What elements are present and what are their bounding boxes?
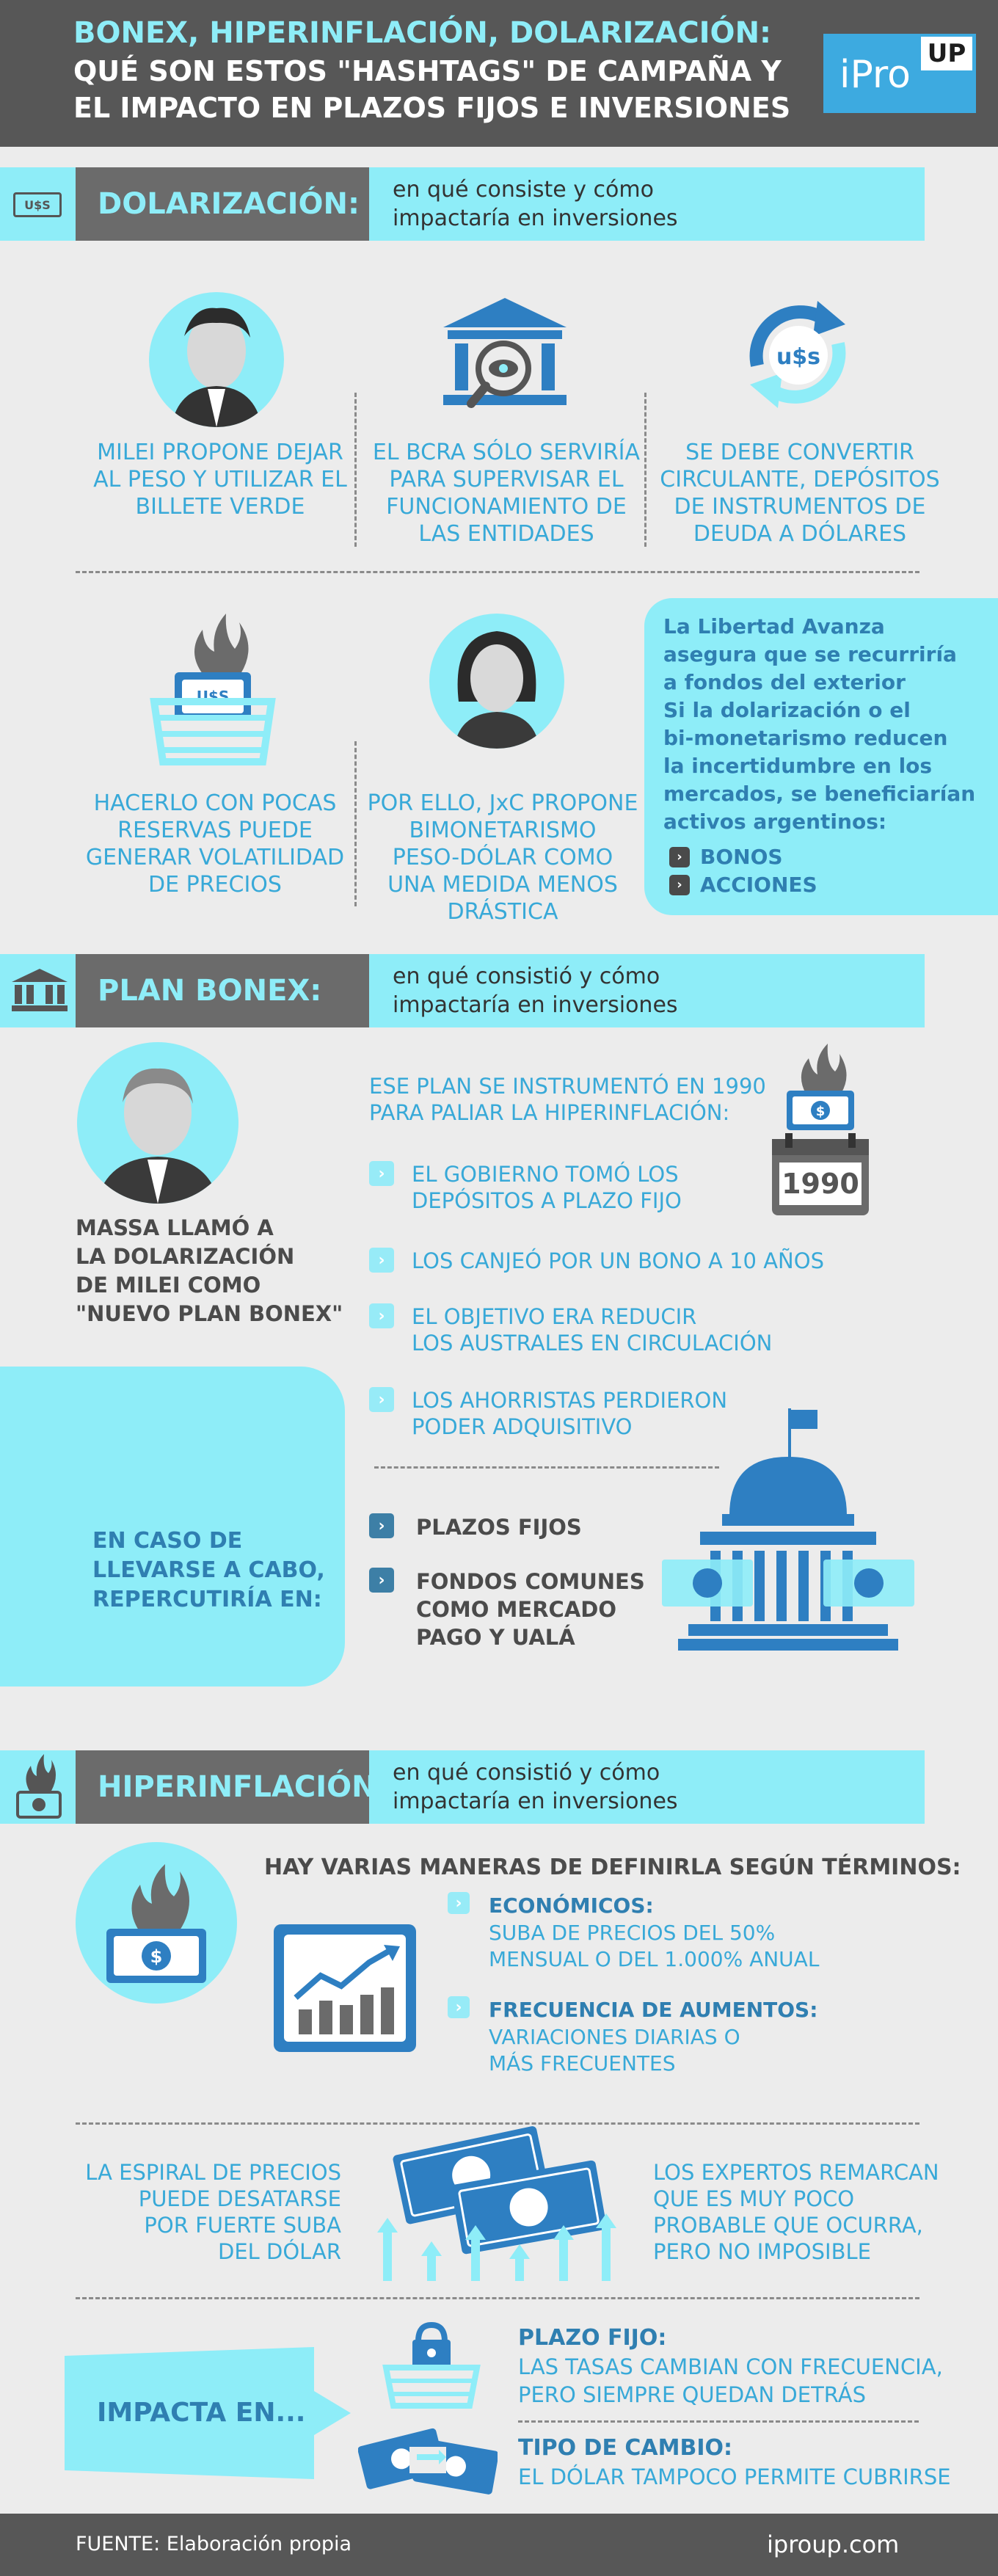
box-line: a fondos del exterior xyxy=(663,670,906,694)
tipo-cambio-block xyxy=(518,2434,951,2491)
section-bonex-sub1: en qué consistió y cómo xyxy=(393,964,660,989)
s1-col5-text xyxy=(360,790,646,925)
s1-col2-line: FUNCIONAMIENTO DE xyxy=(386,494,627,520)
chevron-right-icon: › xyxy=(369,1248,394,1273)
rising-dollar-icon xyxy=(373,2115,622,2281)
divider xyxy=(518,2420,919,2423)
impact-fondos xyxy=(369,1568,645,1651)
def-title: FRECUENCIA DE AUMENTOS: xyxy=(489,1998,818,2022)
chevron-right-icon: › xyxy=(369,1161,394,1186)
expertos-line: PERO NO IMPOSIBLE xyxy=(653,2239,871,2264)
section-dolarizacion-sub1: en qué consiste y cómo xyxy=(393,177,654,203)
burning-money-icon xyxy=(76,1842,237,2004)
divider xyxy=(76,2297,919,2299)
divider xyxy=(354,741,357,906)
def-economicos-text xyxy=(489,1892,819,1973)
header-line2: QUÉ SON ESTOS "HASHTAGS" DE CAMPAÑA Y xyxy=(73,55,782,87)
box-line: bi-monetarismo reducen xyxy=(663,726,948,750)
expertos-line: PROBABLE QUE OCURRA, xyxy=(653,2213,923,2238)
s1-col1-text xyxy=(81,439,360,520)
espiral-line: DEL DÓLAR xyxy=(218,2239,341,2264)
caso-line: EN CASO DE xyxy=(92,1528,243,1554)
section-dolarizacion-title: DOLARIZACIÓN: xyxy=(98,187,360,221)
s1-col1-line: MILEI PROPONE DEJAR xyxy=(97,440,343,465)
s1-col2-line: LAS ENTIDADES xyxy=(418,521,594,547)
iproup-logo[interactable] xyxy=(823,34,976,113)
lock-basket-icon xyxy=(382,2321,481,2409)
caso-line: REPERCUTIRÍA EN: xyxy=(92,1587,322,1612)
svg-text:$: $ xyxy=(815,1104,826,1119)
burning-money-small-icon xyxy=(13,1753,65,1820)
section-hiper-sub2: impactaría en inversiones xyxy=(393,1789,678,1814)
massa-line: DE MILEI COMO xyxy=(76,1273,261,1298)
s1-col2-line: EL BCRA SÓLO SERVIRÍA xyxy=(372,440,641,465)
section-hiper-sub1: en qué consistió y cómo xyxy=(393,1760,660,1786)
usd-bill-text: U$S xyxy=(24,197,51,212)
def-line: VARIACIONES DIARIAS O xyxy=(489,2025,740,2049)
chevron-right-icon: › xyxy=(448,1892,470,1914)
s1-col3-line: DEUDA A DÓLARES xyxy=(693,521,907,547)
logo-text: iPro xyxy=(839,53,911,97)
header xyxy=(0,0,998,147)
exchange-icon xyxy=(358,2422,498,2501)
milei-avatar xyxy=(149,292,284,427)
define-heading: HAY VARIAS MANERAS DE DEFINIRLA SEGÚN TÉRMINOS: xyxy=(264,1855,961,1880)
section-hiper-title: HIPERINFLACIÓN: xyxy=(98,1770,388,1804)
bullet-acciones xyxy=(669,873,817,897)
impacta-arrow-box xyxy=(65,2347,351,2479)
impact-line: FONDOS COMUNES xyxy=(416,1569,645,1594)
bonex-intro xyxy=(369,1073,766,1126)
s1-col1-line: AL PESO Y UTILIZAR EL xyxy=(93,467,347,492)
item-text xyxy=(412,1161,682,1214)
def-line: MENSUAL O DEL 1.000% ANUAL xyxy=(489,1947,820,1971)
usd-bill-icon xyxy=(13,192,62,217)
s1-col5-line: UNA MEDIDA MENOS xyxy=(387,872,618,898)
item-line: LOS CANJEÓ POR UN BONO A 10 AÑOS xyxy=(412,1248,824,1273)
box-line: la incertidumbre en los xyxy=(663,754,933,778)
s1-col3-text xyxy=(653,439,947,547)
massa-line: MASSA LLAMÓ A xyxy=(76,1215,274,1240)
usd-cycle-text: u$s xyxy=(776,344,821,370)
s1-col2-line: PARA SUPERVISAR EL xyxy=(389,467,624,492)
section-dolarizacion-sub2: impactaría en inversiones xyxy=(393,205,678,231)
s1-col3-line: SE DEBE CONVERTIR xyxy=(685,440,914,465)
box-text xyxy=(663,613,975,836)
impacta-label: IMPACTA EN... xyxy=(97,2398,306,2428)
item-line: EL GOBIERNO TOMÓ LOS xyxy=(412,1162,679,1187)
plazo-fijo-block xyxy=(518,2324,943,2409)
s1-col5-line: BIMONETARISMO xyxy=(409,818,597,843)
tc-line: EL DÓLAR TAMPOCO PERMITE CUBRIRSE xyxy=(518,2464,951,2489)
basket-text: U$S xyxy=(196,688,230,705)
box-line: Si la dolarización o el xyxy=(663,698,911,722)
chevron-right-icon: › xyxy=(369,1513,394,1538)
chevron-right-icon: › xyxy=(369,1568,394,1593)
bullrich-avatar xyxy=(429,614,564,749)
massa-text xyxy=(76,1214,343,1328)
section-bonex-sub2: impactaría en inversiones xyxy=(393,992,678,1018)
caso-line: LLEVARSE A CABO, xyxy=(92,1557,325,1583)
impact-line: PAGO Y UALÁ xyxy=(416,1625,575,1650)
box-line: asegura que se recurriría xyxy=(663,642,957,666)
chevron-right-icon: › xyxy=(448,1996,470,2018)
pf-line: PERO SIEMPRE QUEDAN DETRÁS xyxy=(518,2382,867,2407)
s1-col4-line: DE PRECIOS xyxy=(148,872,282,898)
impact-plazos-fijos xyxy=(369,1513,582,1541)
massa-line: "NUEVO PLAN BONEX" xyxy=(76,1301,343,1326)
box-line: mercados, se beneficiarían xyxy=(663,782,976,806)
item-text xyxy=(412,1248,824,1274)
massa-avatar xyxy=(77,1042,238,1204)
bullet-label: BONOS xyxy=(700,845,783,869)
caso-box xyxy=(0,1367,345,1687)
header-line3: EL IMPACTO EN PLAZOS FIJOS E INVERSIONES xyxy=(73,92,791,124)
item-line: LOS AHORRISTAS PERDIERON xyxy=(412,1388,728,1413)
expertos-text xyxy=(653,2159,976,2265)
svg-text:$: $ xyxy=(150,1946,163,1967)
bonex-item xyxy=(369,1161,682,1214)
item-line: DEPÓSITOS A PLAZO FIJO xyxy=(412,1188,682,1213)
s1-col5-line: POR ELLO, JxC PROPONE xyxy=(367,790,638,816)
chart-growth-icon xyxy=(274,1924,416,2052)
impact-line: COMO MERCADO xyxy=(416,1597,616,1622)
bank-icon xyxy=(10,967,69,1013)
chevron-right-icon: › xyxy=(369,1387,394,1412)
libertad-avanza-box xyxy=(644,598,998,915)
usd-cycle-icon xyxy=(735,292,860,417)
espiral-line: POR FUERTE SUBA xyxy=(144,2213,341,2238)
def-line: MÁS FRECUENTES xyxy=(489,2051,676,2075)
item-line: PODER ADQUISITIVO xyxy=(412,1414,633,1439)
s1-col1-line: BILLETE VERDE xyxy=(135,494,305,520)
chevron-right-icon: › xyxy=(369,1303,394,1328)
espiral-line: LA ESPIRAL DE PRECIOS xyxy=(85,2160,341,2185)
caso-text xyxy=(92,1527,325,1615)
s1-col5-line: DRÁSTICA xyxy=(447,899,558,925)
def-frecuencia xyxy=(448,1996,817,2077)
item-text xyxy=(412,1303,772,1356)
def-title: ECONÓMICOS: xyxy=(489,1893,654,1918)
section-bonex-title: PLAN BONEX: xyxy=(98,974,322,1008)
pf-title: PLAZO FIJO: xyxy=(518,2325,667,2351)
header-line1: BONEX, HIPERINFLACIÓN, DOLARIZACIÓN: xyxy=(73,16,772,50)
year-text: 1990 xyxy=(782,1168,859,1200)
item-line: EL OBJETIVO ERA REDUCIR xyxy=(412,1304,697,1329)
def-economicos xyxy=(448,1892,819,1973)
footer-source: FUENTE: Elaboración propia xyxy=(76,2533,352,2555)
logo-badge: UP xyxy=(921,37,972,70)
espiral-text xyxy=(73,2159,341,2265)
massa-line: LA DOLARIZACIÓN xyxy=(76,1244,295,1269)
s1-col4-line: RESERVAS PUEDE xyxy=(117,818,313,843)
intro-line: ESE PLAN SE INSTRUMENTÓ EN 1990 xyxy=(369,1074,766,1099)
bonex-item xyxy=(369,1248,824,1274)
bonex-item xyxy=(369,1303,772,1356)
bank-magnifier-icon xyxy=(439,295,571,418)
footer xyxy=(0,2514,998,2576)
impact-label xyxy=(416,1568,645,1651)
chevron-right-icon: › xyxy=(669,875,690,895)
s1-col3-line: CIRCULANTE, DEPÓSITOS xyxy=(660,467,940,492)
tc-title: TIPO DE CAMBIO: xyxy=(518,2435,733,2461)
burning-basket-icon xyxy=(147,608,279,769)
pf-line: LAS TASAS CAMBIAN CON FRECUENCIA, xyxy=(518,2354,943,2379)
expertos-line: QUE ES MUY POCO xyxy=(653,2186,855,2211)
bullet-label: ACCIONES xyxy=(700,873,817,897)
def-line: SUBA DE PRECIOS DEL 50% xyxy=(489,1921,776,1945)
box-line: La Libertad Avanza xyxy=(663,614,885,638)
box-line: activos argentinos: xyxy=(663,809,887,834)
divider xyxy=(354,393,357,547)
s1-col3-line: DE INSTRUMENTOS DE xyxy=(674,494,926,520)
divider xyxy=(76,571,919,573)
expertos-line: LOS EXPERTOS REMARCAN xyxy=(653,2160,939,2185)
s1-col5-line: PESO-DÓLAR COMO xyxy=(392,845,613,870)
espiral-line: PUEDE DESATARSE xyxy=(138,2186,341,2211)
intro-line: PARA PALIAR LA HIPERINFLACIÓN: xyxy=(369,1100,730,1125)
bullet-bonos xyxy=(669,845,783,869)
impact-label: PLAZOS FIJOS xyxy=(416,1515,582,1540)
chevron-right-icon: › xyxy=(669,847,690,867)
s1-col4-text xyxy=(76,790,354,898)
calendar-1990-icon xyxy=(769,1042,872,1218)
government-building-icon xyxy=(659,1405,917,1655)
s1-col4-line: HACERLO CON POCAS xyxy=(93,790,337,816)
divider xyxy=(644,393,646,547)
footer-site-link[interactable]: iproup.com xyxy=(767,2530,900,2558)
def-frecuencia-text xyxy=(489,1996,817,2077)
item-line: LOS AUSTRALES EN CIRCULACIÓN xyxy=(412,1331,773,1356)
s1-col4-line: GENERAR VOLATILIDAD xyxy=(85,845,345,870)
s1-col2-text xyxy=(363,439,649,547)
